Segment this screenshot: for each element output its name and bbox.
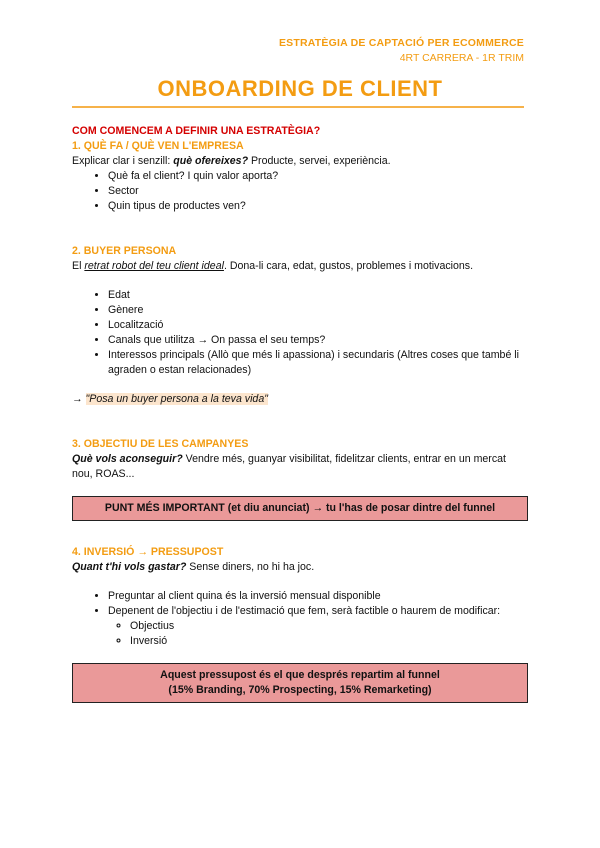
list-item: • Canals que utilitza → On passa el seu temps? <box>108 333 528 348</box>
budget-callout-line-1: Aquest pressupost és el que després repartim al funnel <box>160 669 440 681</box>
list-item: • Preguntar al client quina és la inversió mensual disponible <box>108 589 528 604</box>
section-3-text: Què vols aconseguir? Vendre més, guanyar visibilitat, fidelitzar clients, entrar en un mercat nou, ROAS... <box>72 453 506 480</box>
list-item: • Edat <box>108 288 528 303</box>
section-2-text: El retrat robot del teu client ideal. Dona-li cara, edat, gustos, problemes i motivacions. <box>72 260 474 272</box>
list-item: • Depenent de l'objectiu i de l'estimació que fem, serà factible o haurem de modificar: ◦ Objectius ◦ Inversió <box>108 604 528 649</box>
section-4-sublist <box>108 619 528 649</box>
list-item: • Interessos principals (Allò que més li apassiona) i secundaris (Altres coses que també li agraden o estan relacionades) <box>108 348 528 378</box>
list-item: • Localització <box>108 318 528 333</box>
page-title: ONBOARDING DE CLIENT <box>157 76 443 101</box>
header-line-2: 4RT CARRERA - 1R TRIM <box>399 52 524 64</box>
list-item: • Sector <box>108 184 528 199</box>
budget-callout-box <box>72 663 528 703</box>
section-4-text: Quant t'hi vols gastar? Sense diners, no hi ha joc. <box>72 561 315 573</box>
sub-list-item: ◦ Inversió <box>130 634 528 649</box>
title-divider <box>72 106 524 108</box>
header-line-1: ESTRATÈGIA DE CAPTACIÓ PER ECOMMERCE <box>278 37 524 49</box>
page-header <box>279 36 524 66</box>
list-item: • Què fa el client? I quin valor aporta? <box>108 169 528 184</box>
section-2-heading: 2. BUYER PERSONA <box>72 245 177 257</box>
section-1-list <box>72 169 528 214</box>
budget-callout-line-2: (15% Branding, 70% Prospecting, 15% Remarketing) <box>168 684 432 696</box>
intro-heading: COM COMENCEM A DEFINIR UNA ESTRATÈGIA? <box>72 125 321 137</box>
buyer-persona-quote: → "Posa un buyer persona a la teva vida" <box>72 393 268 405</box>
section-1-text: Explicar clar i senzill: què ofereixes? Producte, servei, experiència. <box>72 155 391 167</box>
sub-list-item: ◦ Objectius <box>130 619 528 634</box>
document-body <box>72 124 528 703</box>
list-item: • Gènere <box>108 303 528 318</box>
list-item: • Quin tipus de productes ven? <box>108 199 528 214</box>
section-1-heading: 1. QUÈ FA / QUÈ VEN L'EMPRESA <box>72 140 244 152</box>
section-3-heading: 3. OBJECTIU DE LES CAMPANYES <box>72 438 249 450</box>
important-callout-box: PUNT MÉS IMPORTANT (et diu anunciat) → tu l'has de posar dintre del funnel <box>72 496 528 521</box>
section-4-list <box>72 589 528 649</box>
section-4-heading: 4. INVERSIÓ → PRESSUPOST <box>72 546 224 558</box>
section-2-list <box>72 288 528 378</box>
